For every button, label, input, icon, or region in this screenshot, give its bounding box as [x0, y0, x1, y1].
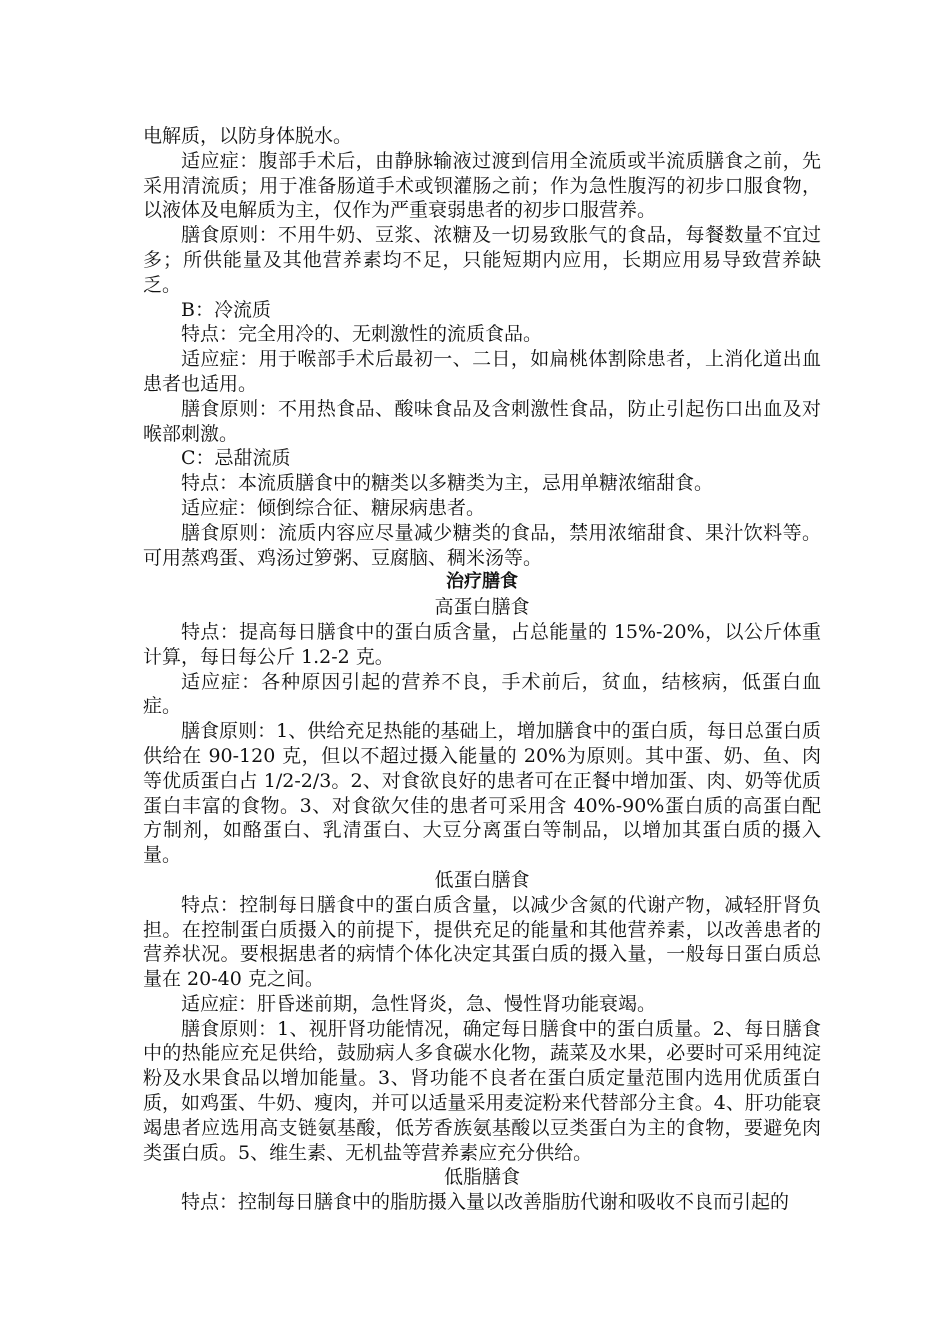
paragraph-high-protein-principle: 膳食原则：1、供给充足热能的基础上，增加膳食中的蛋白质，每日总蛋白质供给在 90-120 克，但以不超过摄入能量的 20%为原则。其中蛋、奶、鱼、肉等优质蛋白占 1/2-2/3。2、对食欲良好的患者可在正餐中增加蛋、肉、奶等优质蛋白丰富的食物。3、对食欲欠佳的患者可采用含 40%-90%蛋白质的高蛋白配方制剂，如酪蛋白、乳清蛋白、大豆分离蛋白等制品，以增加其蛋白质的摄入量。: [143, 720, 821, 867]
paragraph-clear-liquid-principle: 膳食原则：不用牛奶、豆浆、浓糖及一切易致胀气的食品，每餐数量不宜过多；所供能量及其他营养素均不足，只能短期内应用，长期应用易导致营养缺乏。: [143, 224, 821, 296]
paragraph-low-protein-indication: 适应症：肝昏迷前期，急性肾炎，急、慢性肾功能衰竭。: [181, 992, 657, 1015]
document-page: [143, 124, 821, 1215]
subheading-no-sugar-liquid: C：忌甜流质: [181, 447, 291, 470]
section-heading-low-protein: 低蛋白膳食: [434, 868, 530, 891]
paragraph-no-sugar-feature: 特点：本流质膳食中的糖类以多糖类为主，忌用单糖浓缩甜食。: [181, 472, 714, 495]
paragraph-low-protein-principle: 膳食原则：1、视肝肾功能情况，确定每日膳食中的蛋白质量。2、每日膳食中的热能应充足供给，鼓励病人多食碳水化物，蔬菜及水果，必要时可采用纯淀粉及水果食品以增加能量。3、肾功能不良者在蛋白质定量范围内选用优质蛋白质，如鸡蛋、牛奶、瘦肉，并可以适量采用麦淀粉来代替部分主食。4、肝功能衰竭患者应选用高支链氨基酸，低芳香族氨基酸以豆类蛋白为主的食物，要避免肉类蛋白质。5、维生素、无机盐等营养素应充分供给。: [143, 1017, 821, 1164]
paragraph-cold-liquid-indication: 适应症：用于喉部手术后最初一、二日，如扁桃体割除患者，上消化道出血患者也适用。: [143, 348, 821, 395]
section-heading-high-protein: 高蛋白膳食: [434, 596, 530, 619]
paragraph-low-fat-feature: 特点：控制每日膳食中的脂肪摄入量以改善脂肪代谢和吸收不良而引起的: [181, 1191, 790, 1214]
paragraph-no-sugar-principle: 膳食原则：流质内容应尽量减少糖类的食品，禁用浓缩甜食、果汁饮料等。可用蒸鸡蛋、鸡汤过箩粥、豆腐脑、稠米汤等。: [143, 521, 821, 569]
paragraph-cold-liquid-feature: 特点：完全用冷的、无刺激性的流质食品。: [181, 323, 543, 346]
paragraph-clear-liquid-indication: 适应症：腹部手术后，由静脉输液过渡到信用全流质或半流质膳食之前，先采用清流质；用于准备肠道手术或钡灌肠之前；作为急性腹泻的初步口服食物，以液体及电解质为主，仅作为严重衰弱患者的初步口服营养。: [143, 149, 821, 222]
paragraph-cold-liquid-principle: 膳食原则：不用热食品、酸味食品及含刺激性食品，防止引起伤口出血及对喉部刺激。: [143, 397, 821, 445]
subheading-cold-liquid: B：冷流质: [181, 298, 271, 321]
paragraph-high-protein-feature: 特点：提高每日膳食中的蛋白质含量，占总能量的 15%-20%，以公斤体重计算，每日每公斤 1.2-2 克。: [143, 620, 821, 668]
paragraph-high-protein-indication: 适应症：各种原因引起的营养不良，手术前后，贫血，结核病，低蛋白血症。: [143, 670, 821, 718]
section-heading-low-fat: 低脂膳食: [443, 1166, 520, 1189]
paragraph-no-sugar-indication: 适应症：倾倒综合征、糖尿病患者。: [181, 496, 486, 519]
paragraph-low-protein-feature: 特点：控制每日膳食中的蛋白质含量，以减少含氮的代谢产物，减轻肝肾负担。在控制蛋白质摄入的前提下，提供充足的能量和其他营养素，以改善患者的营养状况。要根据患者的病情个体化决定其蛋白质的摄入量，一般每日蛋白质总量在 20-40 克之间。: [143, 893, 821, 991]
paragraph-continuation: 电解质，以防身体脱水。: [143, 125, 353, 147]
section-heading-treatment-diet: 治疗膳食: [446, 571, 518, 593]
